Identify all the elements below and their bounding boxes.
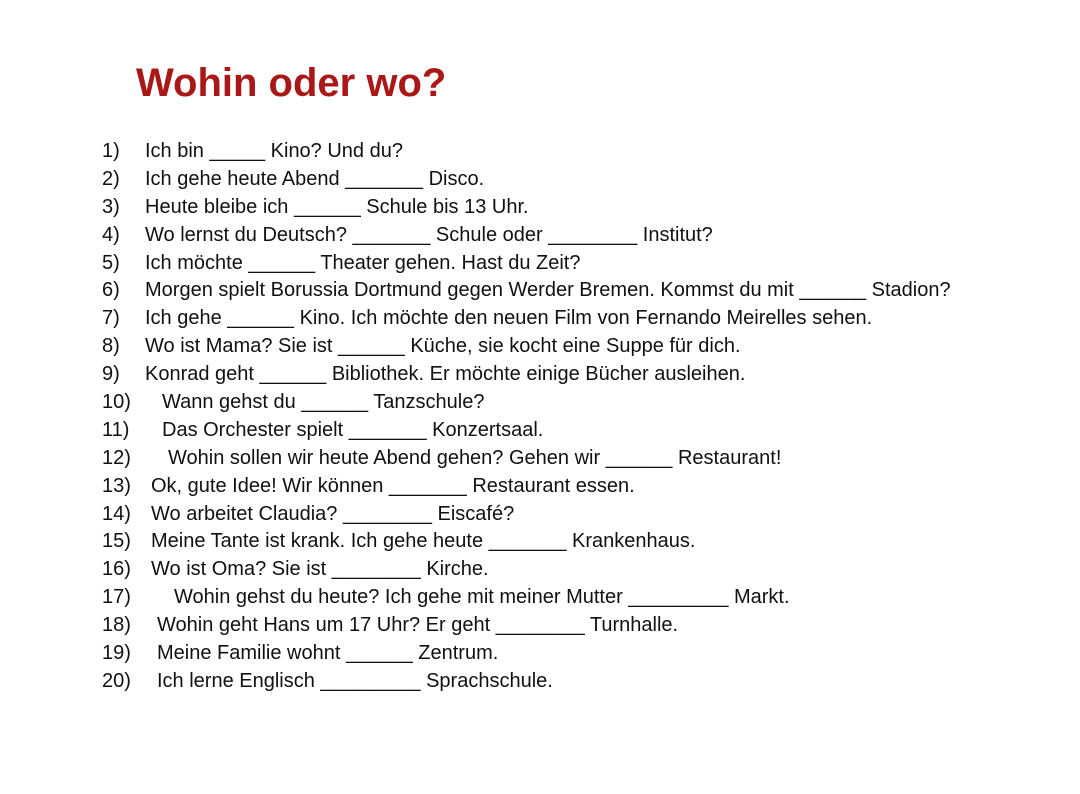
exercise-item: [102, 528, 1062, 556]
exercise-item: [102, 668, 1062, 696]
exercise-item: [102, 389, 1062, 417]
exercise-number: 16): [102, 558, 131, 581]
exercise-number: 13): [102, 474, 131, 497]
exercise-number: 3): [102, 195, 120, 218]
worksheet-title: Wohin oder wo?: [136, 61, 447, 105]
exercise-number: 7): [102, 307, 120, 330]
exercise-sentence: Wohin gehst du heute? Ich gehe mit meiner Mutter _________ Markt.: [174, 586, 790, 609]
exercise-number: 5): [102, 251, 120, 274]
exercise-item: [102, 640, 1062, 668]
exercise-number: 12): [102, 446, 131, 469]
exercise-item: [102, 222, 1062, 250]
exercise-number: 9): [102, 363, 120, 386]
exercise-list: [102, 138, 1062, 696]
exercise-item: [102, 361, 1062, 389]
exercise-sentence: Meine Familie wohnt ______ Zentrum.: [157, 642, 499, 665]
exercise-sentence: Ich lerne Englisch _________ Sprachschule.: [157, 669, 553, 692]
exercise-number: 2): [102, 167, 120, 190]
exercise-item: [102, 612, 1062, 640]
exercise-sentence: Wo ist Mama? Sie ist ______ Küche, sie kocht eine Suppe für dich.: [145, 335, 741, 358]
exercise-number: 8): [102, 335, 120, 358]
exercise-item: [102, 277, 1062, 305]
exercise-sentence: Wohin sollen wir heute Abend gehen? Gehen wir ______ Restaurant!: [168, 446, 782, 469]
exercise-number: 11): [102, 418, 130, 441]
exercise-item: [102, 138, 1062, 166]
exercise-number: 10): [102, 391, 131, 414]
exercise-sentence: Wohin geht Hans um 17 Uhr? Er geht ________ Turnhalle.: [157, 614, 679, 637]
exercise-number: 14): [102, 502, 131, 525]
exercise-sentence: Wann gehst du ______ Tanzschule?: [162, 391, 485, 414]
exercise-number: 1): [102, 140, 120, 162]
exercise-item: [102, 417, 1062, 445]
exercise-number: 19): [102, 642, 131, 665]
exercise-sentence: Wo arbeitet Claudia? ________ Eiscafé?: [151, 502, 515, 525]
exercise-sentence: Meine Tante ist krank. Ich gehe heute _______ Krankenhaus.: [151, 530, 696, 553]
exercise-sentence: Ich bin _____ Kino? Und du?: [145, 140, 403, 162]
exercise-sentence: Ich gehe ______ Kino. Ich möchte den neuen Film von Fernando Meirelles sehen.: [145, 307, 873, 330]
exercise-number: 6): [102, 279, 120, 302]
exercise-sentence: Wo ist Oma? Sie ist ________ Kirche.: [151, 558, 489, 581]
exercise-item: [102, 166, 1062, 194]
exercise-item: [102, 305, 1062, 333]
exercise-sentence: Das Orchester spielt _______ Konzertsaal.: [162, 418, 544, 441]
exercise-number: 17): [102, 586, 131, 609]
exercise-item: [102, 584, 1062, 612]
exercise-sentence: Ich möchte ______ Theater gehen. Hast du Zeit?: [145, 251, 581, 274]
exercise-sentence: Wo lernst du Deutsch? _______ Schule oder ________ Institut?: [145, 223, 713, 246]
exercise-number: 4): [102, 223, 120, 246]
exercise-number: 15): [102, 530, 131, 553]
exercise-sentence: Heute bleibe ich ______ Schule bis 13 Uhr.: [145, 195, 529, 218]
exercise-sentence: Konrad geht ______ Bibliothek. Er möchte einige Bücher ausleihen.: [145, 363, 746, 386]
exercise-item: [102, 501, 1062, 529]
exercise-sentence: Ich gehe heute Abend _______ Disco.: [145, 167, 485, 190]
exercise-item: [102, 445, 1062, 473]
exercise-number: 20): [102, 669, 131, 692]
exercise-item: [102, 250, 1062, 278]
exercise-item: [102, 333, 1062, 361]
exercise-item: [102, 556, 1062, 584]
exercise-item: [102, 194, 1062, 222]
exercise-item: [102, 473, 1062, 501]
exercise-sentence: Morgen spielt Borussia Dortmund gegen Werder Bremen. Kommst du mit ______ Stadion?: [145, 279, 951, 302]
exercise-number: 18): [102, 614, 131, 637]
exercise-sentence: Ok, gute Idee! Wir können _______ Restaurant essen.: [151, 474, 635, 497]
